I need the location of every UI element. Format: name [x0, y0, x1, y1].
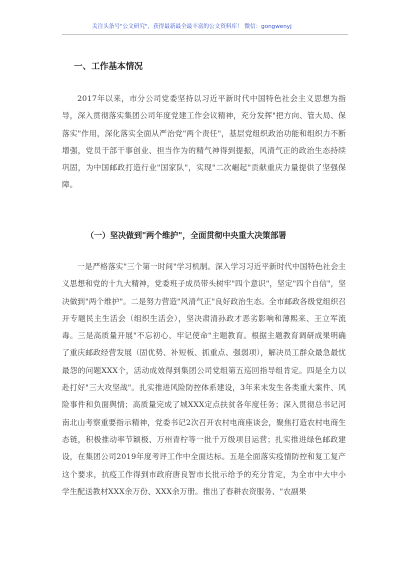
section-heading: 一、工作基本情况 — [74, 62, 143, 72]
header-banner: 关注头条号"公文研究"，获得最新最全最丰富的公文资料库！ 微信：gongwenyj — [92, 24, 292, 30]
intro-paragraph: 2017年以来，市分公司党委坚持以习近平新时代中国特色社会主义思想为指导，深入贯彻落实集团公司年度党建工作会议精神，充分发挥"把方向、管大局、保落实"作用，深化落实全面从严治党"两个责任"，基层党组织政治功能和组织力不断增强，党员干部干事创业、担当作为的精气神得到提振，风清气正的政治生态持续巩固，为中国邮政打造行业"国家队"，实现"二次崛起"贡献重庆力量提供了坚强保障。 — [62, 94, 346, 190]
subsection-heading: （一）坚决做到"两个维护"，全面贯彻中央重大决策部署 — [86, 231, 287, 240]
header-divider — [62, 34, 348, 35]
body-paragraph: 一是严格落实"三个第一时间"学习机制。深入学习习近平新时代中国特色社会主义思想和党的十九大精神，党委班子成员带头树牢"四个意识"，坚定"四个自信"，坚决做到"两个维护"。二是努力营造"风清气正"良好政治生态。全市邮政各级党组织召开专题民主生活会（组织生活会），坚决肃清孙政才恶劣影响和薄熙来、王立军流毒。三是高质量开展"不忘初心、牢记使命"主题教育。根据主题教育调研成果明确了重庆邮政经营发展（固优势、补短板、抓重点、强弱项），解决员工群众最急最忧最怨的问题XXX个，活动成效得到集团公司党组第五巡回指导组肯定。四是全力以赴打好"三大攻坚战"。扎实推进风险防控体系建设，3年来未发生各类重大案件、风险事件和负面舆情；高质量完成了城XXX定点扶贫各年度任务；深入贯彻总书记河南北山考察重要指示精神，党委书记2次召开农村电商座谈会，聚焦打造农村电商生态链，积极推动率节颖极、万州青柠等一批千万级项目运营；扎实推进绿色邮政建设，在集团公司2019年度考评工作中全面达标。五是全面落实疫情防控和复工复产这个要求，抗疫工作得到市政府唐良智市长批示给予的充分肯定，为全市中大中小学生配送教材XXX余万份、XXX余万册。推出了春耕农资服务、"农副果 — [62, 262, 346, 496]
